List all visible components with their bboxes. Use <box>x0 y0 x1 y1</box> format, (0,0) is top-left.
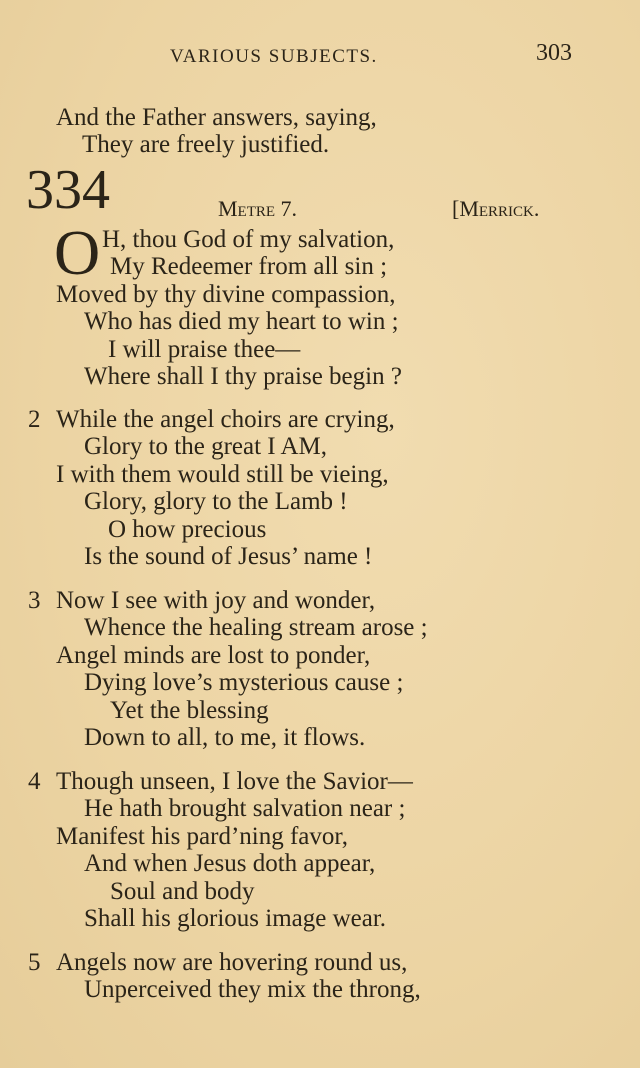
page-number: 303 <box>536 40 572 66</box>
verse-line: Angel minds are lost to ponder, <box>56 642 371 669</box>
verse-line: He hath brought salvation near ; <box>84 795 406 822</box>
verse-line: O how precious <box>108 516 267 543</box>
verse-line: Who has died my heart to win ; <box>84 308 399 335</box>
verse-number: 3 <box>28 587 41 614</box>
verse-line: Glory to the great I AM, <box>84 433 328 460</box>
verse-line: Moved by thy divine compassion, <box>56 281 396 308</box>
verse-line: While the angel choirs are crying, <box>56 406 395 433</box>
verse-line: Angels now are hovering round us, <box>56 949 408 976</box>
verse-line: Manifest his pard’ning favor, <box>56 823 348 850</box>
verse-line: Shall his glorious image wear. <box>84 905 387 932</box>
drop-cap: O <box>54 217 101 288</box>
verse-line: Dying love’s mysterious cause ; <box>84 669 404 696</box>
verse-line: I will praise thee— <box>108 336 301 363</box>
verse-line: Though unseen, I love the Savior— <box>56 768 413 795</box>
verse-line: Yet the blessing <box>110 697 269 724</box>
running-title: VARIOUS SUBJECTS. <box>170 46 378 67</box>
verse-number: 4 <box>28 768 41 795</box>
hymn-metre: Metre 7. <box>218 196 298 221</box>
verse-line: Whence the healing stream arose ; <box>84 614 428 641</box>
verse-line: Soul and body <box>110 878 255 905</box>
verse-line: Down to all, to me, it flows. <box>84 724 366 751</box>
verse-number: 2 <box>28 406 41 433</box>
verse-line: H, thou God of my salvation, <box>102 226 395 253</box>
verse-number: 5 <box>28 949 41 976</box>
verse-line: Glory, glory to the Lamb ! <box>84 488 348 515</box>
verse-line: Unperceived they mix the throng, <box>84 976 421 1003</box>
verse-line: Is the sound of Jesus’ name ! <box>84 543 373 570</box>
hymn-tune: [Merrick. <box>452 196 540 221</box>
verse-line: Where shall I thy praise begin ? <box>84 363 402 390</box>
verse-line: I with them would still be vieing, <box>56 461 389 488</box>
verse-line: Now I see with joy and wonder, <box>56 587 376 614</box>
continuation-line: They are freely justified. <box>82 131 330 158</box>
verse-line: And when Jesus doth appear, <box>84 850 376 877</box>
hymn-number: 334 <box>26 159 110 221</box>
verse-line: My Redeemer from all sin ; <box>110 253 388 280</box>
continuation-line: And the Father answers, saying, <box>56 104 377 131</box>
